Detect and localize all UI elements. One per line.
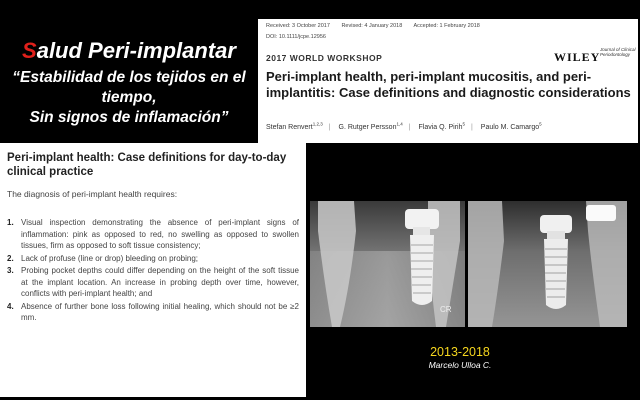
radiograph-marker: CR (440, 305, 452, 314)
author: G. Rutger Persson$^{1,4}$ (338, 122, 403, 132)
date-range: 2013-2018 (430, 345, 490, 359)
definition-intro: The diagnosis of peri-implant health requires: (7, 189, 178, 199)
slide-subtitle (0, 68, 258, 128)
presenter-name: Marcelo Ulloa C. (428, 360, 492, 370)
article-title: Peri-implant health, peri-implant mucositis, and peri-implantitis: Case definitions and diagnostic considerations (266, 69, 631, 100)
journal-logo: Journal of Clinical Periodontology (600, 47, 636, 57)
radiograph-initial (310, 201, 465, 327)
revised-date: Revised: 4 January 2018 (341, 23, 403, 29)
subtitle-line-2: tiempo, (101, 89, 157, 106)
slide-title (0, 38, 258, 128)
credit-block (380, 345, 540, 371)
list-item: 3. Probing pocket depths could differ depending on the height of the soft tissue at the implant location. An increase in probing depth over time, however, conflicts with peri-implant health; and (7, 266, 299, 298)
article-doi: DOI: 10.1111/jcpe.12956 (266, 34, 326, 40)
author: Stefan Renvert$^{1,2,3}$ (266, 122, 323, 132)
title-rest: alud Peri-implantar (36, 38, 236, 63)
criteria-list (7, 217, 299, 325)
article-dates (266, 23, 490, 29)
list-item: 1. Visual inspection demonstrating the absence of peri-implant signs of inflammation: pink as opposed to red, no swelling as opposed to swollen tissues, firm as opposed to soft tissue consistency; (7, 218, 299, 250)
slide-title-main (0, 38, 258, 64)
list-item: 4. Absence of further bone loss following initial healing, which should not be ≥2 mm. (7, 301, 299, 322)
list-item: 2. Lack of profuse (line or drop) bleeding on probing; (7, 253, 198, 263)
case-definition-panel (0, 143, 306, 397)
definition-heading: Peri-implant health: Case definitions for day-to-day clinical practice (7, 152, 287, 178)
title-first-letter: S (22, 38, 37, 63)
author: Flavia Q. Pirih$^5$ (418, 122, 465, 132)
author-list: Stefan Renvert$^{1,2,3}$ | G. Rutger Persson$^{1,4}$ | Flavia Q. Pirih$^5$ | Paulo M. Camargo$^5$ (266, 122, 542, 132)
workshop-label: 2017 WORLD WORKSHOP (266, 53, 383, 63)
author: Paulo M. Camargo$^5$ (480, 122, 542, 132)
article-header (258, 19, 638, 143)
subtitle-line-3: Sin signos de inflamación” (29, 109, 229, 126)
radiograph-followup (468, 201, 627, 327)
subtitle-line-1: “Estabilidad de los tejidos en el (12, 69, 246, 86)
accepted-date: Accepted: 1 February 2018 (413, 23, 480, 29)
received-date: Received: 3 October 2017 (266, 23, 330, 29)
publisher-logo: WILEY (554, 50, 601, 64)
